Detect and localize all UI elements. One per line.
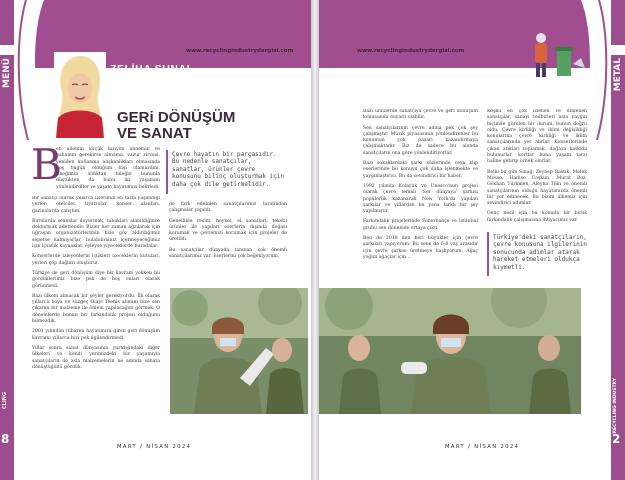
paragraph: Bazı ünlülerde sanatçıya çevre ve geri dönüşüm konusunda duyarlı olabilir. [363, 109, 478, 121]
paragraph: Türkiye de geri dönüşüm diye bir kavram yokken bu gördüklerimiz bize pek de hoş onları olarak görünmedi. [32, 270, 160, 289]
paragraph: Genç nesil için bu konuda bir birlik farkındalık çalışmasına ihtiyacımız var. [487, 211, 587, 223]
pull-quote: Türkiye'deki sanatçıların, çevre konusuna ilgilerinin sonucunda adımlar atarak hareket etmeleri oldukça kıymetli. [493, 234, 587, 271]
issue-date-footer: MART / NİSAN 2024 [445, 444, 520, 450]
paragraph: Koşku en çok izlenen ve dinlenen sanatçılar, sanayi tedbirleri asla yaygın biçimde görülen bir durum, bunun doğru oldu. Çevre kirliliği ve iklim değişikliği konularına çevre kirliliği ve iklim sanatçılarında yer alırlar. Konserlerinde çıkan atıkları toplamak, doğaya katkıda bulunurlar, kortlar buna yaşam tarzı haline getirip örnek olurlar. [487, 109, 587, 165]
author-name: ZELİHA SUNAL [110, 63, 194, 75]
paragraph: Bu sanatçılar dünyada tanınan çok önemli sanatçılarımız var. Eserlerini çok beğeniyorum. [169, 247, 287, 260]
right-column-1 [363, 109, 478, 309]
side-label-lower: CLING [2, 392, 8, 410]
left-column-1-continued [32, 196, 160, 394]
article-title [117, 110, 235, 142]
title-line-2: VE SANAT [117, 125, 192, 142]
left-column-2 [169, 202, 287, 264]
paragraph: en ailemin küçük kızıyım annemin ve babamın gerekirse almama, vazur zirvesi, yeniden kullanma alışkanlıkları olmasında hoş bugün olduğum kişi olamazdım. Ebeğimin aldıktan bileğin bununla düştükten da bunu iki yaşamını yönlendirdiler ve yaşam bayatımızı belirledi. [56, 147, 160, 190]
paragraph: 1992 yılında Kolaylık ve Unesco'nun projesi olarak çevre temalı 'Ser dünyaya' şarkısı popülerlik kazanarak New York'da yapılan şarkılar ve yıllardan bu yana farklı bir şey yapılmıştır. [363, 183, 478, 215]
paragraph: de fark edebilen sanatçılarımız tarafından çalışmalar yapıldı. [169, 202, 287, 214]
paragraph: Buralarda seanslar doyurmak, tabakları alabildiğince doldurmak adettendir. Bizler her zaman ağzılarak için uğraşan organizatörlerimin bize göz aldırdığımız sepetse kalmıyorlar, bulabilirsiniz içermeyeceğimiz için içsizlik kaynaklar, öyleyse yiyeceklerde buradalar. [32, 218, 160, 250]
paragraph: Bazı ülkem almacak bir şeyler gerekiyordu. İlk olarak yıllarca boya ve süzgeç Olayı Teenis alımını bize sen çıkaran bir malzeme ile önlem yapılacağını görmek. O dönemlerde bunun bir farkındalık projesi olduğunu bilmezdik. [32, 293, 160, 325]
magazine-url: www.recyclingindustrydergisi.com [357, 48, 465, 54]
side-label: MENÜ [2, 58, 12, 88]
issue-date-footer: MART / NİSAN 2024 [117, 444, 192, 450]
volunteers-photo-left [170, 288, 308, 414]
page-spine [311, 0, 319, 480]
volunteers-photo-right [319, 288, 581, 414]
recycling-illustration [527, 24, 587, 82]
paragraph: Konserlerde izleyenlerin içtikleri içeceklerin kutuları, yerleri çöp dağları oluşturur. [32, 254, 160, 266]
paragraph: Bir sanatçı olarak yıllarca izlerimin en fazla yaşandığı yerler: otelciler, tiyatrolar, konser alanları, gazinolarda çalıştım. [32, 196, 160, 214]
page-number-right-edge: 2 [612, 432, 621, 446]
author-role: Sanatçı [110, 77, 129, 83]
left-side-strip [0, 0, 14, 480]
drop-cap: B [31, 140, 62, 189]
paragraph: 2001 yılından itibaren hayatımıza giren geri dönüşüm kavramı yıllarca bizi pek ilgilendirmedi. [32, 329, 160, 341]
paragraph: Belki bu gün Sinağ, Zeynep Bastık, Melek Mosso, Hadise Coşkun, Murat Boz, Gökhan Türkmen, Aleyna Tilki ve önemli sanatçılarının olduğu hayatımızda önemli bir yer edinecek. Bu bizim ülkemiz için sevindirici adımlar. [487, 169, 587, 207]
side-label: METAL [613, 58, 623, 92]
right-column-2 [487, 109, 587, 227]
page-number-left-edge: 8 [1, 432, 10, 446]
right-side-strip [611, 0, 625, 480]
paragraph: Bazı sokaklardaki şarkı sözlerinde veya klip eserlerinde bu konuyu çok daha işlenmekte ve yaygınlaştırıcı. Bu da sevindirici bir haber. [363, 161, 478, 179]
pull-quote-bar [166, 150, 168, 194]
pull-quote: Çevre hayatın bir parçasıdır. Bu nedenle sanatçılar, sanatlar, ürünler çevre konusunu bilinç oluşturmak için daha çok dile getirmelidir. [172, 151, 284, 188]
left-column-1 [56, 147, 160, 195]
author-photo [54, 52, 106, 138]
side-tab [611, 45, 625, 55]
paragraph: Farkındalık projelerinde Fenerbahçe ve İstanbul grubu sen dönemde ortaya çıktı. [363, 219, 478, 231]
pull-quote-bar [487, 232, 489, 276]
left-page [14, 0, 311, 480]
side-label-lower: RECYCLING INDUSTRY [613, 378, 618, 434]
magazine-url: www.recyclingindustrydergisi.com [186, 48, 294, 54]
paragraph: Yıllar sonra sanat dünyasının yurtdışındaki diğer ülkeleri ve kendi yerimizdeki bir yaşamıyla sanatçıların de asla malzemelerin ne adında sanata dönüştüğünü gördük. [32, 345, 160, 370]
right-page [319, 0, 611, 480]
side-tab [0, 45, 14, 55]
paragraph: Ben de 2018 den beri büyükler için çevre şarkıları yapıyorum. Bu sene de 6-8 yaş arasıdır için çevre şarkısı üretmeye başlıyorum. Ağaç yoğun ağaçlar için... [363, 236, 478, 260]
paragraph: Sen sanatçılarının çevre adına pek çok şey çalışmıştır. Müzik piyasasının yönlendirenler bu konumun çok pazarı kazandırmaya çalışmaktadır. Biz de sadece bu alanda sanatçıların ona göre yönlendiriyorlar. [363, 125, 478, 156]
title-line-1: GERi DÖNÜŞÜM [117, 109, 236, 126]
paragraph: Genellikle resim, heykel, el sanatları, tekstil ürünler ile yapıları eserlerin dışında doğası korumak ve çevremizi korumak için projeler de üretildi. [169, 218, 287, 243]
